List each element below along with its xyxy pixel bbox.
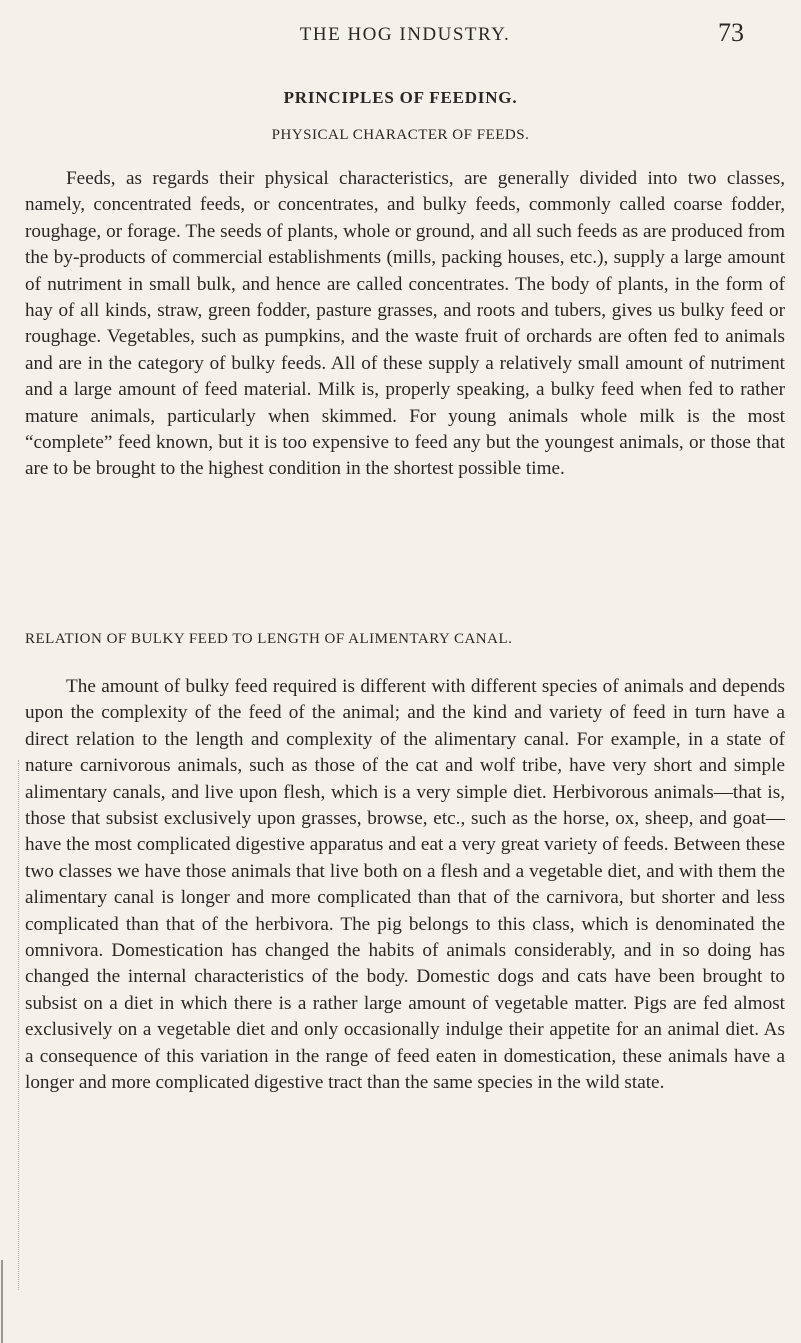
page-edge-shadow <box>1 1260 3 1343</box>
paragraph-alimentary-canal: The amount of bulky feed required is different with different species of animals and depends upon the complexity of the feed of the animal; and the kind and variety of feed in turn have a direct relation to the length and complexity of the alimentary canal. For example, in a state of nature carnivorous animals, such as those of the cat and wolf tribe, have very short and simple alimentary canals, and live upon flesh, which is a very simple diet. Herbivorous animals—that is, those that subsist exclusively upon grasses, browse, etc., such as the horse, ox, sheep, and goat—have the most complicated digestive apparatus and eat a very great variety of feeds. Between these two classes we have those animals that live both on a flesh and a vegetable diet, and with them the alimentary canal is longer and more complicated than that of the carnivora, but shorter and less complicated than that of the herbivora. The pig belongs to this class, which is denominated the omnivora. Domestication has changed the habits of animals considerably, and in so doing has changed the internal characteristics of the body. Domestic dogs and cats have been brought to subsist on a diet in which there is a rather large amount of vegetable matter. Pigs are fed almost exclusively on a vegetable diet and only occasionally indulge their appetite for an animal diet. As a consequence of this variation in the range of feed eaten in domestication, these animals have a longer and more complicated digestive tract than the same species in the wild state. <box>25 676 785 1094</box>
subsection-title-alimentary-canal: RELATION OF BULKY FEED TO LENGTH OF ALIMENTARY CANAL. <box>25 631 513 647</box>
section-title: PRINCIPLES OF FEEDING. <box>283 88 518 107</box>
running-title: THE HOG INDUSTRY. <box>299 24 511 45</box>
running-head <box>60 18 750 50</box>
paragraph-physical-character: Feeds, as regards their physical characteristics, are generally divided into two classes, namely, concentrated feeds, or concentrates, and bulky feeds, commonly called coarse fodder, roughage, or forage. The seeds of plants, whole or ground, and all such feeds as are produced from the by-products of commercial establishments (mills, packing houses, etc.), supply a large amount of nutriment in small bulk, and hence are called concentrates. The body of plants, in the form of hay of all kinds, straw, green fodder, pasture grasses, and roots and tubers, gives us bulky feed or roughage. Vegetables, such as pumpkins, and the waste fruit of orchards are often fed to animals and are in the category of bulky feeds. All of these supply a relatively small amount of nutriment and a large amount of feed material. Milk is, properly speaking, a bulky feed when fed to rather mature animals, particularly when skimmed. For young animals whole milk is the most “complete” feed known, but it is too expensive to feed any but the youngest animals, or those that are to be brought to the highest condition in the shortest possible time. <box>25 168 785 480</box>
page-edge-speckle <box>18 760 22 1290</box>
subsection-title-physical-character: PHYSICAL CHARACTER OF FEEDS. <box>271 127 530 143</box>
page-number: 73 <box>718 18 744 47</box>
